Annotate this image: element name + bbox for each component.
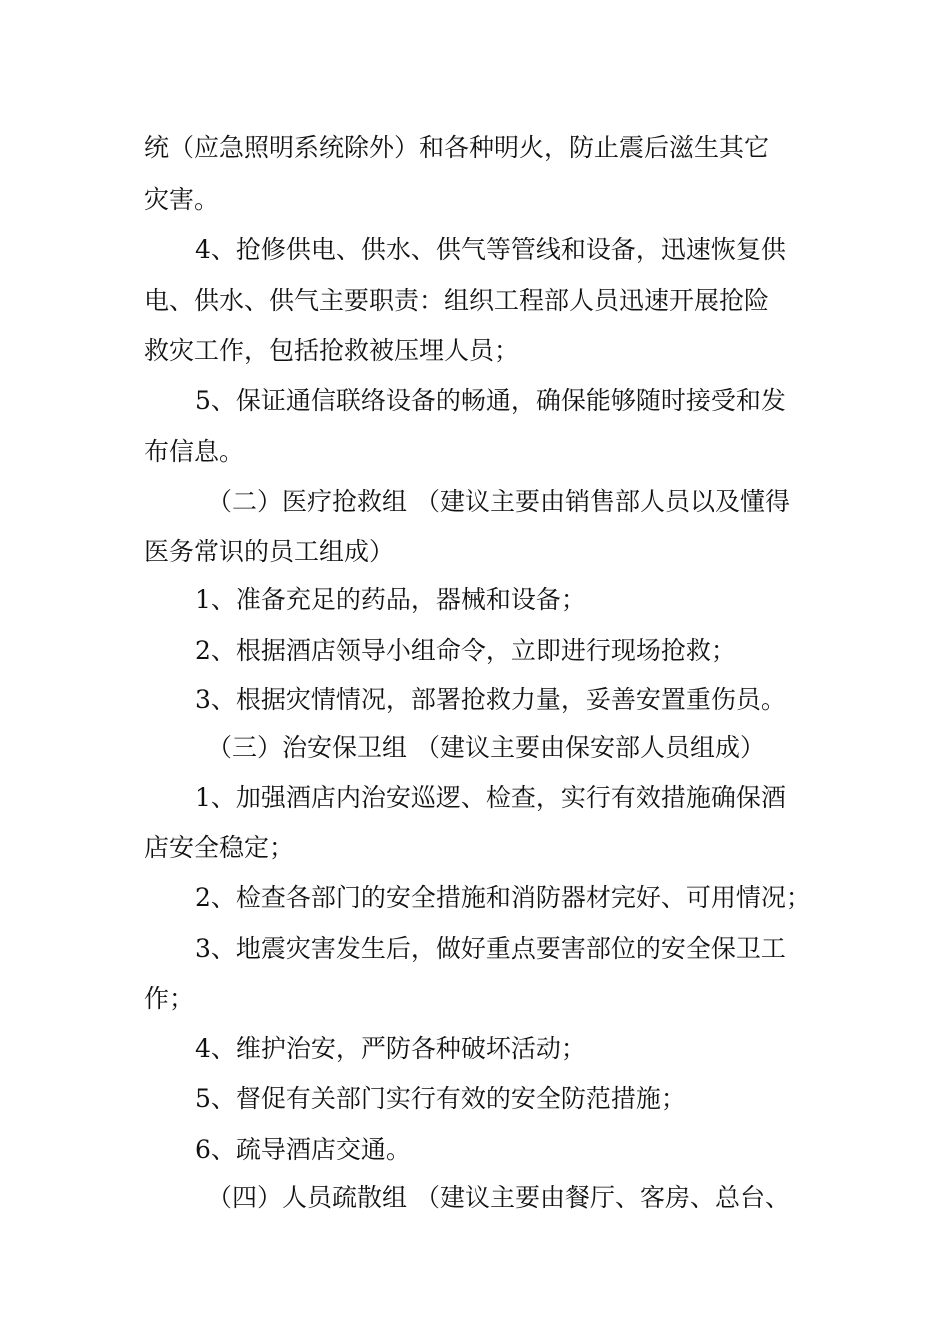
text-line: 3、根据灾情情况，部署抢救力量，妥善安置重伤员。 — [195, 685, 786, 714]
text-line: 2、检查各部门的安全措施和消防器材完好、可用情况； — [195, 883, 811, 912]
text-line: 6、疏导酒店交通。 — [195, 1135, 411, 1164]
text-line: 医务常识的员工组成） — [144, 537, 395, 566]
text-line: 4、维护治安，严防各种破坏活动； — [195, 1034, 586, 1063]
text-line: 1、加强酒店内治安巡逻、检查，实行有效措施确保酒 — [195, 783, 786, 812]
section-heading: （三）治安保卫组 （建议主要由保安部人员组成） — [207, 733, 765, 762]
text-line: 1、准备充足的药品，器械和设备； — [195, 585, 586, 614]
section-heading: （四）人员疏散组 （建议主要由餐厅、客房、总台、 — [207, 1183, 790, 1212]
text-line: 5、督促有关部门实行有效的安全防范措施； — [195, 1084, 686, 1113]
text-line: 4、抢修供电、供水、供气等管线和设备，迅速恢复供 — [195, 235, 786, 264]
text-line: 救灾工作，包括抢救被压埋人员； — [144, 336, 520, 365]
section-heading: （二）医疗抢救组 （建议主要由销售部人员以及懂得 — [207, 487, 790, 516]
text-line: 作； — [144, 984, 195, 1013]
text-line: 统（应急照明系统除外）和各种明火，防止震后滋生其它 — [144, 133, 770, 162]
text-line: 3、地震灾害发生后，做好重点要害部位的安全保卫工 — [195, 934, 786, 963]
text-line: 布信息。 — [144, 437, 245, 466]
text-line: 店安全稳定； — [144, 833, 295, 862]
text-line: 5、保证通信联络设备的畅通，确保能够随时接受和发 — [195, 386, 786, 415]
text-line: 灾害。 — [144, 185, 220, 214]
text-line: 电、供水、供气主要职责：组织工程部人员迅速开展抢险 — [144, 286, 770, 315]
text-line: 2、根据酒店领导小组命令，立即进行现场抢救； — [195, 636, 736, 665]
